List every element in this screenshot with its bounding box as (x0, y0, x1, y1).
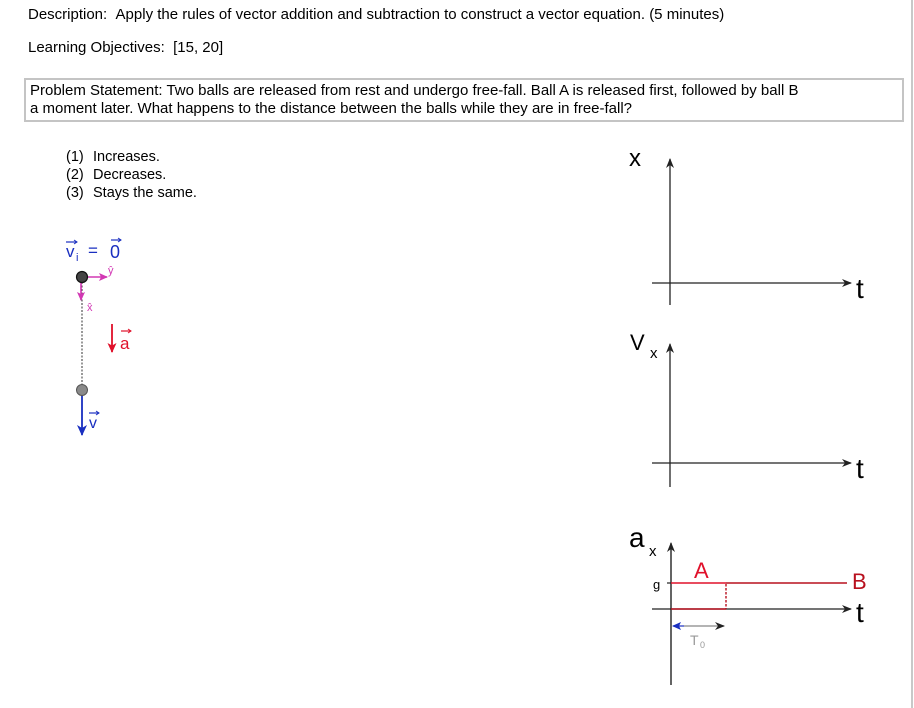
problem-statement-line-2: a moment later. What happens to the distance between the balls while they are in free-fall? (30, 100, 633, 117)
velocity-t-label: t (856, 453, 864, 484)
description-label: Description: (28, 6, 108, 23)
position-t-label: t (856, 273, 864, 304)
description-text: Apply the rules of vector addition and subtraction to construct a vector equation. (5 minutes) (115, 6, 725, 23)
option-text: Stays the same. (93, 185, 197, 201)
x-hat-label: x̂ (87, 302, 93, 314)
ball-b-label: B (852, 569, 867, 594)
interval-subscript: 0 (700, 640, 706, 650)
velocity-y-subscript: x (650, 345, 658, 362)
initial-velocity-equation (66, 238, 121, 264)
interval-label: T (690, 632, 699, 648)
objectives-label: Learning Objectives: (28, 39, 165, 56)
acceleration-time-graph (629, 522, 867, 685)
option-number: (1) (66, 149, 84, 165)
free-fall-diagram (66, 238, 131, 435)
acceleration-t-label: t (856, 597, 864, 628)
velocity-time-graph (630, 330, 864, 487)
objectives-text: [15, 20] (173, 39, 224, 56)
zero-vector: 0 (110, 242, 121, 262)
position-y-label: x (629, 145, 641, 172)
ball-a-label: A (694, 558, 709, 583)
ball-initial-position (77, 272, 88, 283)
option-text: Decreases. (93, 167, 167, 183)
ball-later-position (77, 385, 88, 396)
vi-symbol: v (66, 242, 75, 261)
option-number: (3) (66, 185, 84, 201)
g-tick-label: g (653, 577, 661, 592)
acceleration-y-label: a (629, 522, 645, 553)
equals-sign: = (88, 241, 98, 260)
position-time-graph (629, 145, 864, 305)
option-number: (2) (66, 167, 84, 183)
velocity-y-label: V (630, 330, 645, 355)
acceleration-y-subscript: x (649, 543, 657, 560)
vi-subscript: i (76, 252, 79, 264)
velocity-label: v (89, 415, 97, 432)
problem-statement-line-1: Problem Statement: Two balls are released from rest and undergo free-fall. Ball A is released first, followed by ball B (30, 82, 799, 99)
y-hat-label: ŷ (108, 265, 114, 277)
acceleration-label: a (120, 334, 130, 353)
option-text: Increases. (93, 149, 160, 165)
